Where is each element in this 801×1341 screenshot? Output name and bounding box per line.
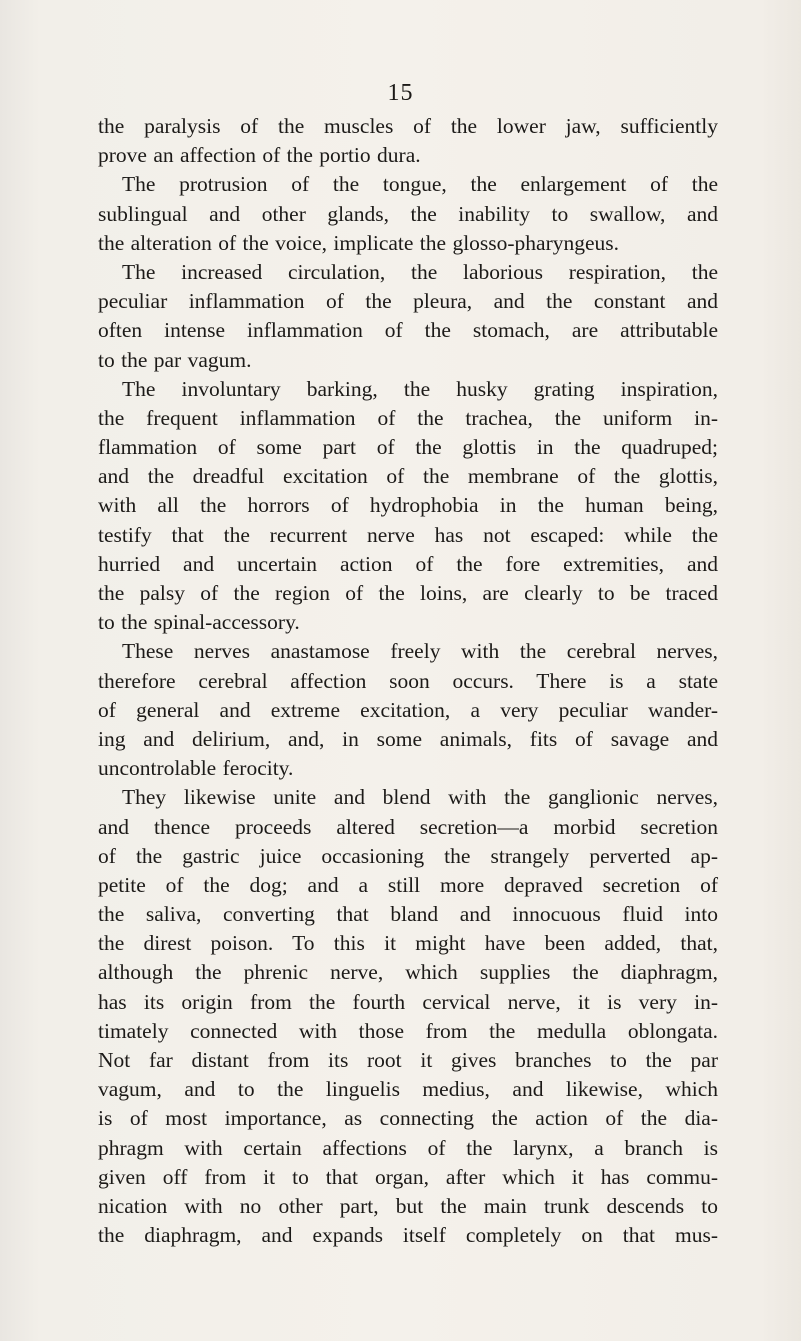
text-line: often intense inflammation of the stomach, are attributable	[98, 318, 718, 343]
text-line: petite of the dog; and a still more depraved secretion of	[98, 872, 718, 897]
text-line: phragm with certain affections of the larynx, a branch is	[98, 1135, 718, 1160]
text-line: of the gastric juice occasioning the strangely perverted ap-	[98, 843, 718, 868]
body-text	[98, 112, 718, 1250]
text-line: the paralysis of the muscles of the lower jaw, sufficiently	[98, 114, 718, 138]
text-line: with all the horrors of hydrophobia in the human being,	[98, 493, 718, 518]
text-line: and the dreadful excitation of the membrane of the glottis,	[98, 464, 718, 489]
text-line: is of most importance, as connecting the action of the dia-	[98, 1106, 718, 1131]
text-line: vagum, and to the linguelis medius, and likewise, which	[98, 1077, 718, 1102]
text-line: These nerves anastamose freely with the cerebral nerves,	[122, 639, 718, 664]
text-line: the frequent inflammation of the trachea, the uniform in-	[98, 405, 718, 430]
text-line: the alteration of the voice, implicate the glosso-pharyngeus.	[98, 230, 620, 255]
text-line: nication with no other part, but the main trunk descends to	[98, 1193, 718, 1218]
text-line: and thence proceeds altered secretion—a morbid secretion	[98, 814, 718, 839]
text-line: timately connected with those from the medulla oblongata.	[98, 1018, 718, 1043]
text-line: the direst poison. To this it might have been added, that,	[98, 931, 718, 956]
text-line: They likewise unite and blend with the ganglionic nerves,	[122, 785, 718, 810]
text-line: ing and delirium, and, in some animals, fits of savage and	[98, 726, 718, 751]
text-line: therefore cerebral affection soon occurs. There is a state	[98, 668, 718, 693]
text-line: The protrusion of the tongue, the enlargement of the	[122, 172, 718, 197]
text-line: although the phrenic nerve, which supplies the diaphragm,	[98, 960, 718, 985]
text-line: the palsy of the region of the loins, are clearly to be traced	[98, 581, 718, 605]
text-line: prove an affection of the portio dura.	[98, 143, 421, 168]
text-line: peculiar inflammation of the pleura, and the constant and	[98, 289, 718, 314]
text-line: to the par vagum.	[98, 347, 252, 372]
text-line: sublingual and other glands, the inability to swallow, and	[98, 201, 718, 226]
page-number: 15	[387, 80, 414, 106]
text-line: hurried and uncertain action of the fore extremities, and	[98, 551, 718, 576]
text-line: given off from it to that organ, after which it has commu-	[98, 1164, 718, 1189]
text-line: the diaphragm, and expands itself completely on that mus-	[98, 1223, 718, 1248]
text-line: the saliva, converting that bland and innocuous fluid into	[98, 902, 718, 927]
text-line: uncontrolable ferocity.	[98, 756, 294, 781]
text-line: testify that the recurrent nerve has not escaped: while the	[98, 522, 718, 547]
text-line: Not far distant from its root it gives branches to the par	[98, 1048, 718, 1072]
text-line: of general and extreme excitation, a very peculiar wander-	[98, 697, 718, 722]
text-line: to the spinal-accessory.	[98, 610, 300, 635]
text-line: The increased circulation, the laborious respiration, the	[122, 259, 718, 284]
text-line: has its origin from the fourth cervical nerve, it is very in-	[98, 989, 718, 1014]
text-line: flammation of some part of the glottis in the quadruped;	[98, 435, 718, 460]
text-line: The involuntary barking, the husky grating inspiration,	[122, 376, 718, 401]
